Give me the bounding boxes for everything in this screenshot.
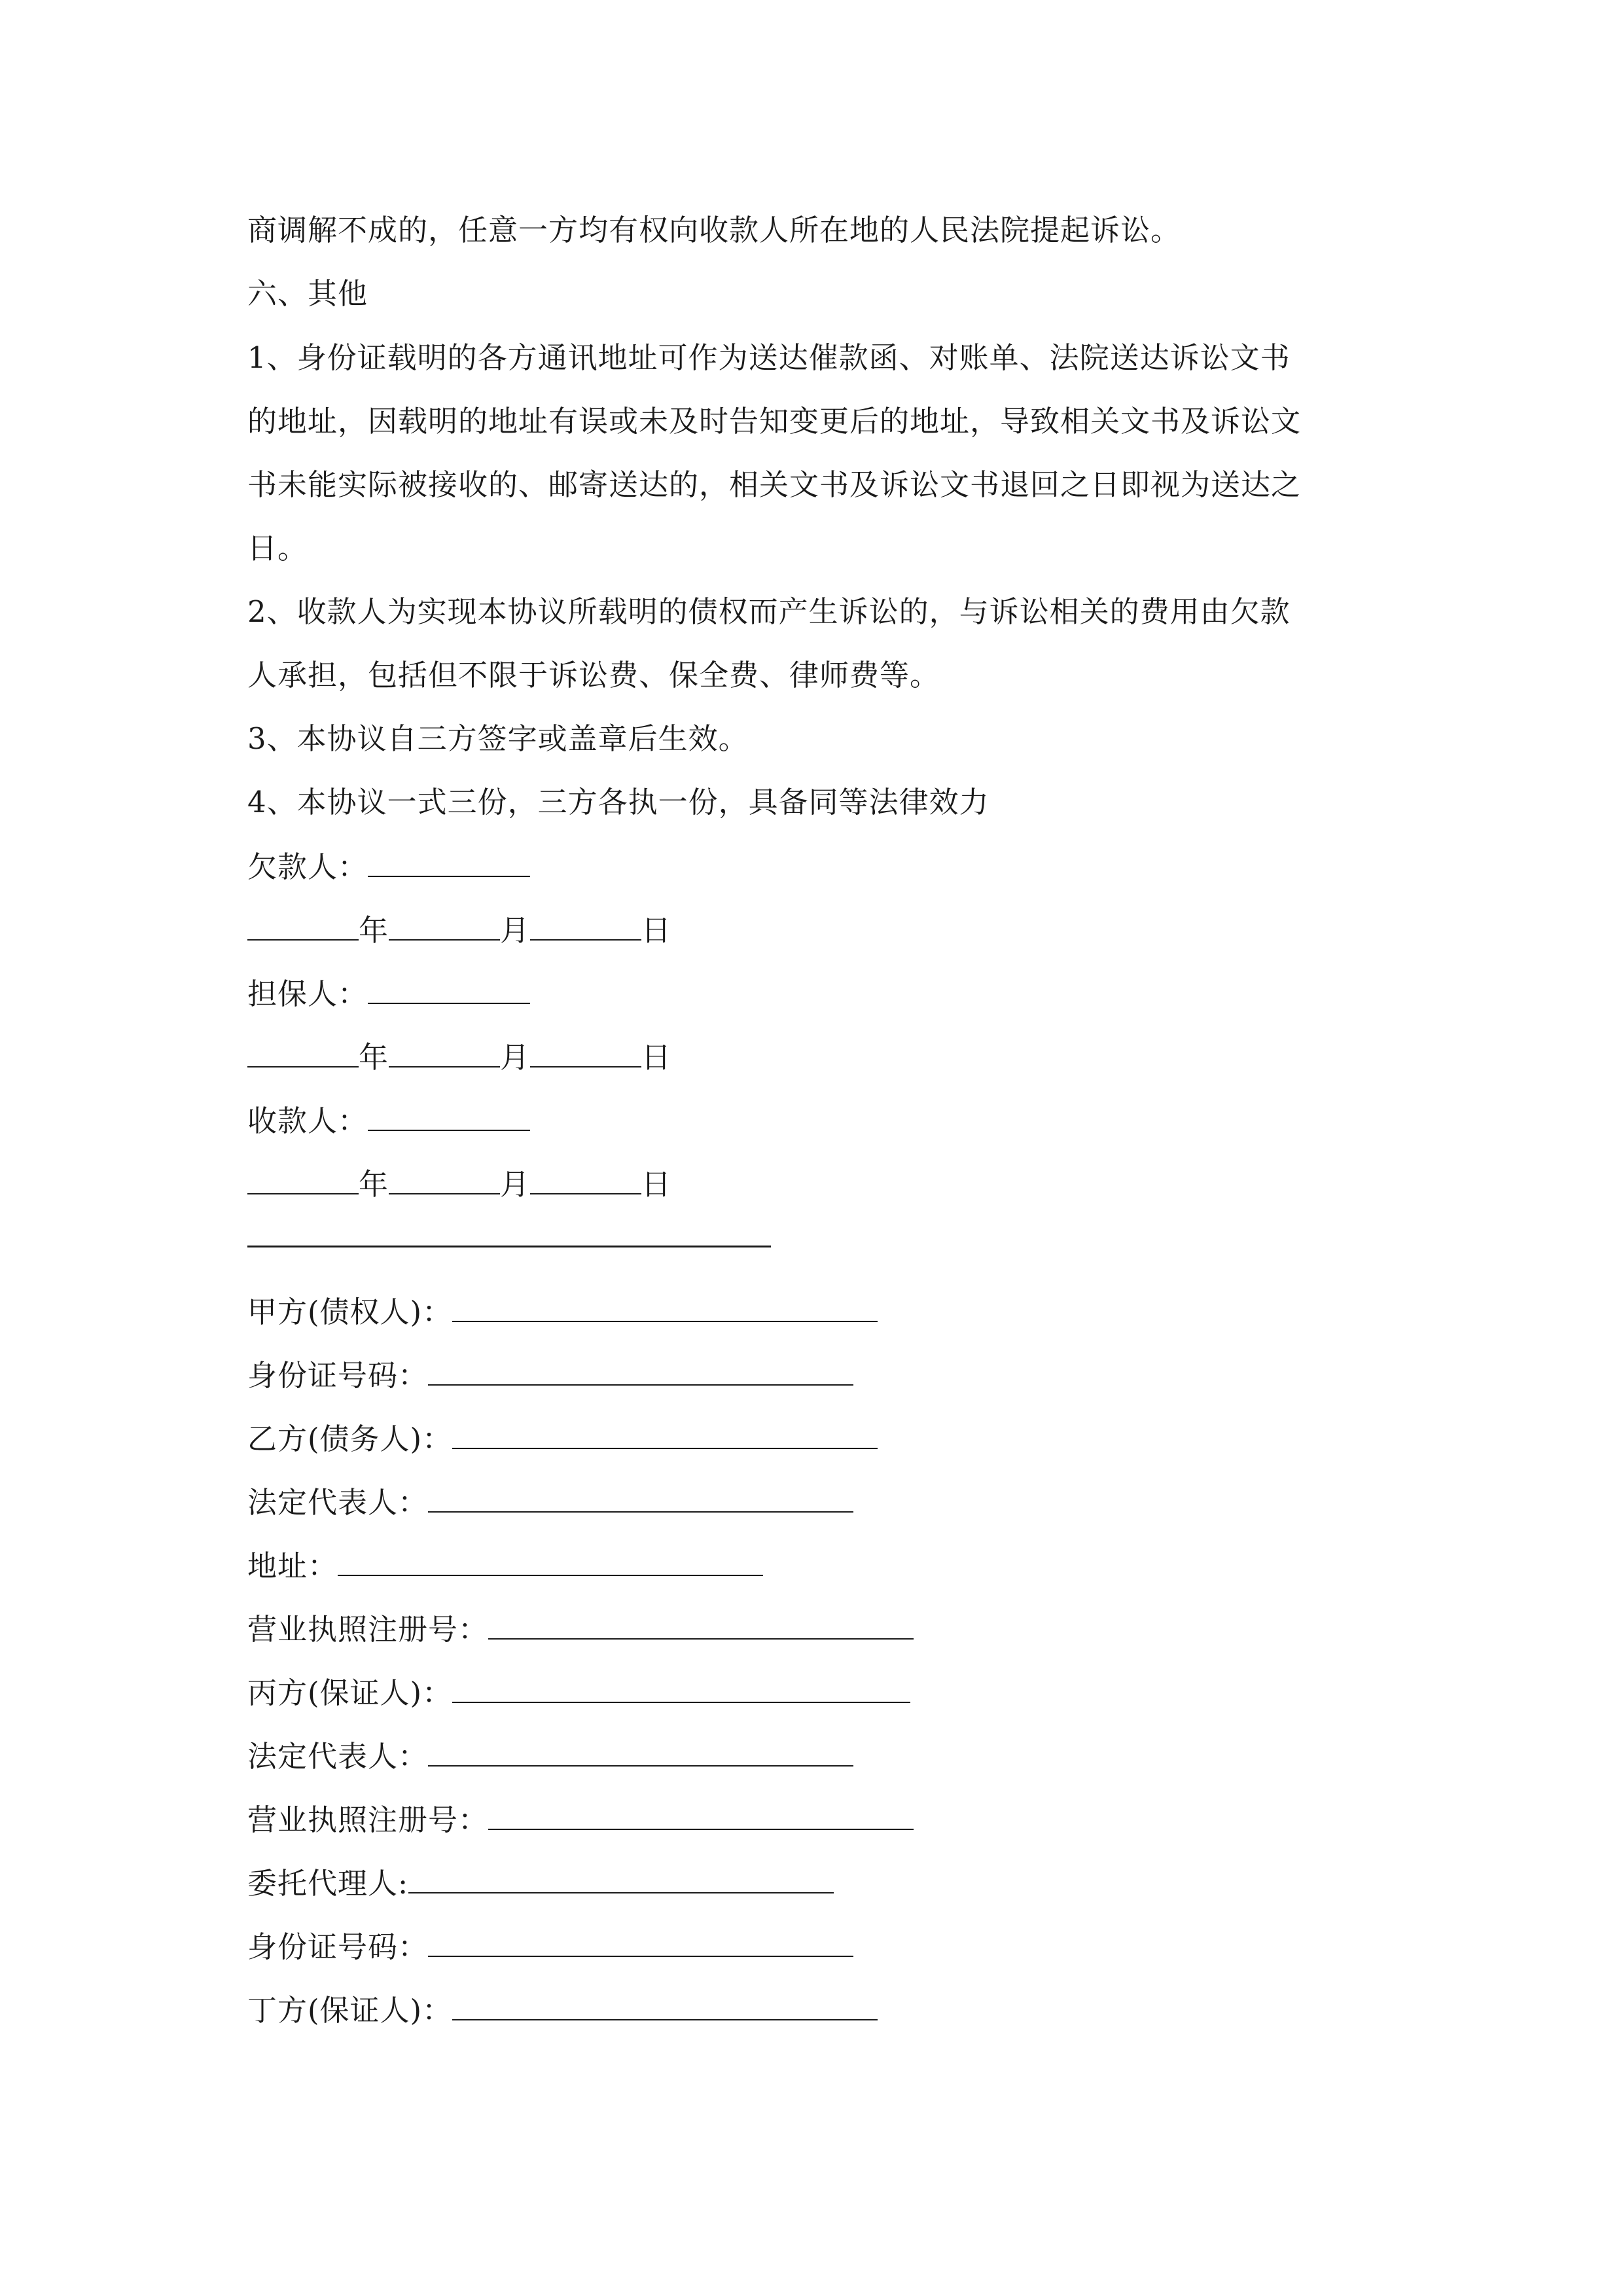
party-d-row	[247, 1990, 878, 2030]
year-label: 年	[359, 1167, 389, 1202]
party-c-label: 丙方(保证人)：	[247, 1676, 453, 1710]
agent-row	[247, 1863, 834, 1903]
party-c-field[interactable]	[452, 1673, 910, 1703]
guarantor-signature-row	[247, 974, 530, 1014]
month-blank[interactable]	[389, 910, 500, 941]
party-a-id-row	[247, 1355, 853, 1395]
debtor-signature-blank[interactable]	[368, 847, 530, 877]
agent-field[interactable]	[408, 1863, 834, 1893]
guarantor-date-row	[247, 1037, 671, 1077]
day-label: 日	[641, 913, 672, 948]
section-divider	[247, 1246, 771, 1247]
address-field[interactable]	[338, 1546, 763, 1576]
debtor-label: 欠款人：	[247, 850, 368, 884]
license-field[interactable]	[488, 1800, 914, 1830]
year-blank[interactable]	[247, 1164, 359, 1194]
id-number-field[interactable]	[428, 1355, 853, 1386]
clause-2-line-1: 2、收款人为实现本协议所载明的债权而产生诉讼的，与诉讼相关的费用由欠款	[247, 594, 1291, 629]
day-blank[interactable]	[530, 910, 641, 941]
month-label: 月	[500, 913, 531, 948]
payee-signature-row	[247, 1101, 530, 1141]
party-a-label: 甲方(债权人)：	[247, 1295, 453, 1329]
party-b-row	[247, 1419, 878, 1459]
day-label: 日	[641, 1040, 672, 1075]
clause-3: 3、本协议自三方签字或盖章后生效。	[247, 721, 749, 756]
clause-1-line-4: 日。	[247, 531, 308, 565]
party-c-row	[247, 1673, 910, 1713]
month-blank[interactable]	[389, 1037, 500, 1067]
year-label: 年	[359, 1040, 389, 1075]
year-label: 年	[359, 913, 389, 948]
clause-5-end: 商调解不成的，任意一方均有权向收款人所在地的人民法院提起诉讼。	[247, 213, 1181, 247]
debtor-signature-row	[247, 847, 530, 887]
day-blank[interactable]	[530, 1164, 641, 1194]
payee-date-row	[247, 1164, 671, 1204]
party-c-rep-row	[247, 1736, 853, 1776]
year-blank[interactable]	[247, 910, 359, 941]
id-number-label: 身份证号码：	[247, 1929, 429, 1964]
day-blank[interactable]	[530, 1037, 641, 1067]
payee-signature-blank[interactable]	[368, 1101, 530, 1131]
clause-1-line-2: 的地址，因载明的地址有误或未及时告知变更后的地址，导致相关文书及诉讼文	[247, 404, 1302, 439]
address-label: 地址：	[247, 1549, 338, 1583]
license-label: 营业执照注册号：	[247, 1803, 489, 1837]
year-blank[interactable]	[247, 1037, 359, 1067]
party-a-row	[247, 1292, 878, 1332]
legal-rep-label: 法定代表人：	[247, 1739, 429, 1774]
party-c-license-row	[247, 1800, 914, 1840]
section-6-heading: 六、其他	[247, 276, 368, 311]
id-number-field[interactable]	[428, 1927, 853, 1957]
party-b-field[interactable]	[452, 1419, 878, 1449]
id-number-label: 身份证号码：	[247, 1358, 429, 1393]
clause-1-line-3: 书未能实际被接收的、邮寄送达的，相关文书及诉讼文书退回之日即视为送达之	[247, 467, 1302, 502]
party-a-field[interactable]	[452, 1292, 878, 1322]
license-label: 营业执照注册号：	[247, 1612, 489, 1647]
month-label: 月	[500, 1167, 531, 1202]
day-label: 日	[641, 1167, 672, 1202]
party-d-label: 丁方(保证人)：	[247, 1993, 453, 2028]
party-b-license-row	[247, 1609, 914, 1649]
guarantor-label: 担保人：	[247, 977, 368, 1011]
payee-label: 收款人：	[247, 1103, 368, 1138]
agent-id-row	[247, 1927, 853, 1967]
license-field[interactable]	[488, 1609, 914, 1640]
party-b-label: 乙方(债务人)：	[247, 1422, 453, 1456]
debtor-date-row	[247, 910, 671, 950]
legal-rep-field[interactable]	[428, 1482, 853, 1513]
clause-4: 4、本协议一式三份，三方各执一份，具备同等法律效力	[247, 785, 990, 819]
month-label: 月	[500, 1040, 531, 1075]
party-d-field[interactable]	[452, 1990, 878, 2020]
legal-rep-label: 法定代表人：	[247, 1485, 429, 1520]
legal-rep-field[interactable]	[428, 1736, 853, 1767]
clause-2-line-2: 人承担，包括但不限于诉讼费、保全费、律师费等。	[247, 658, 940, 692]
month-blank[interactable]	[389, 1164, 500, 1194]
address-row	[247, 1546, 763, 1586]
party-b-rep-row	[247, 1482, 853, 1522]
agent-label: 委托代理人:	[247, 1866, 409, 1901]
guarantor-signature-blank[interactable]	[368, 974, 530, 1004]
clause-1-line-1: 1、身份证载明的各方通讯地址可作为送达催款函、对账单、法院送达诉讼文书	[247, 340, 1291, 375]
